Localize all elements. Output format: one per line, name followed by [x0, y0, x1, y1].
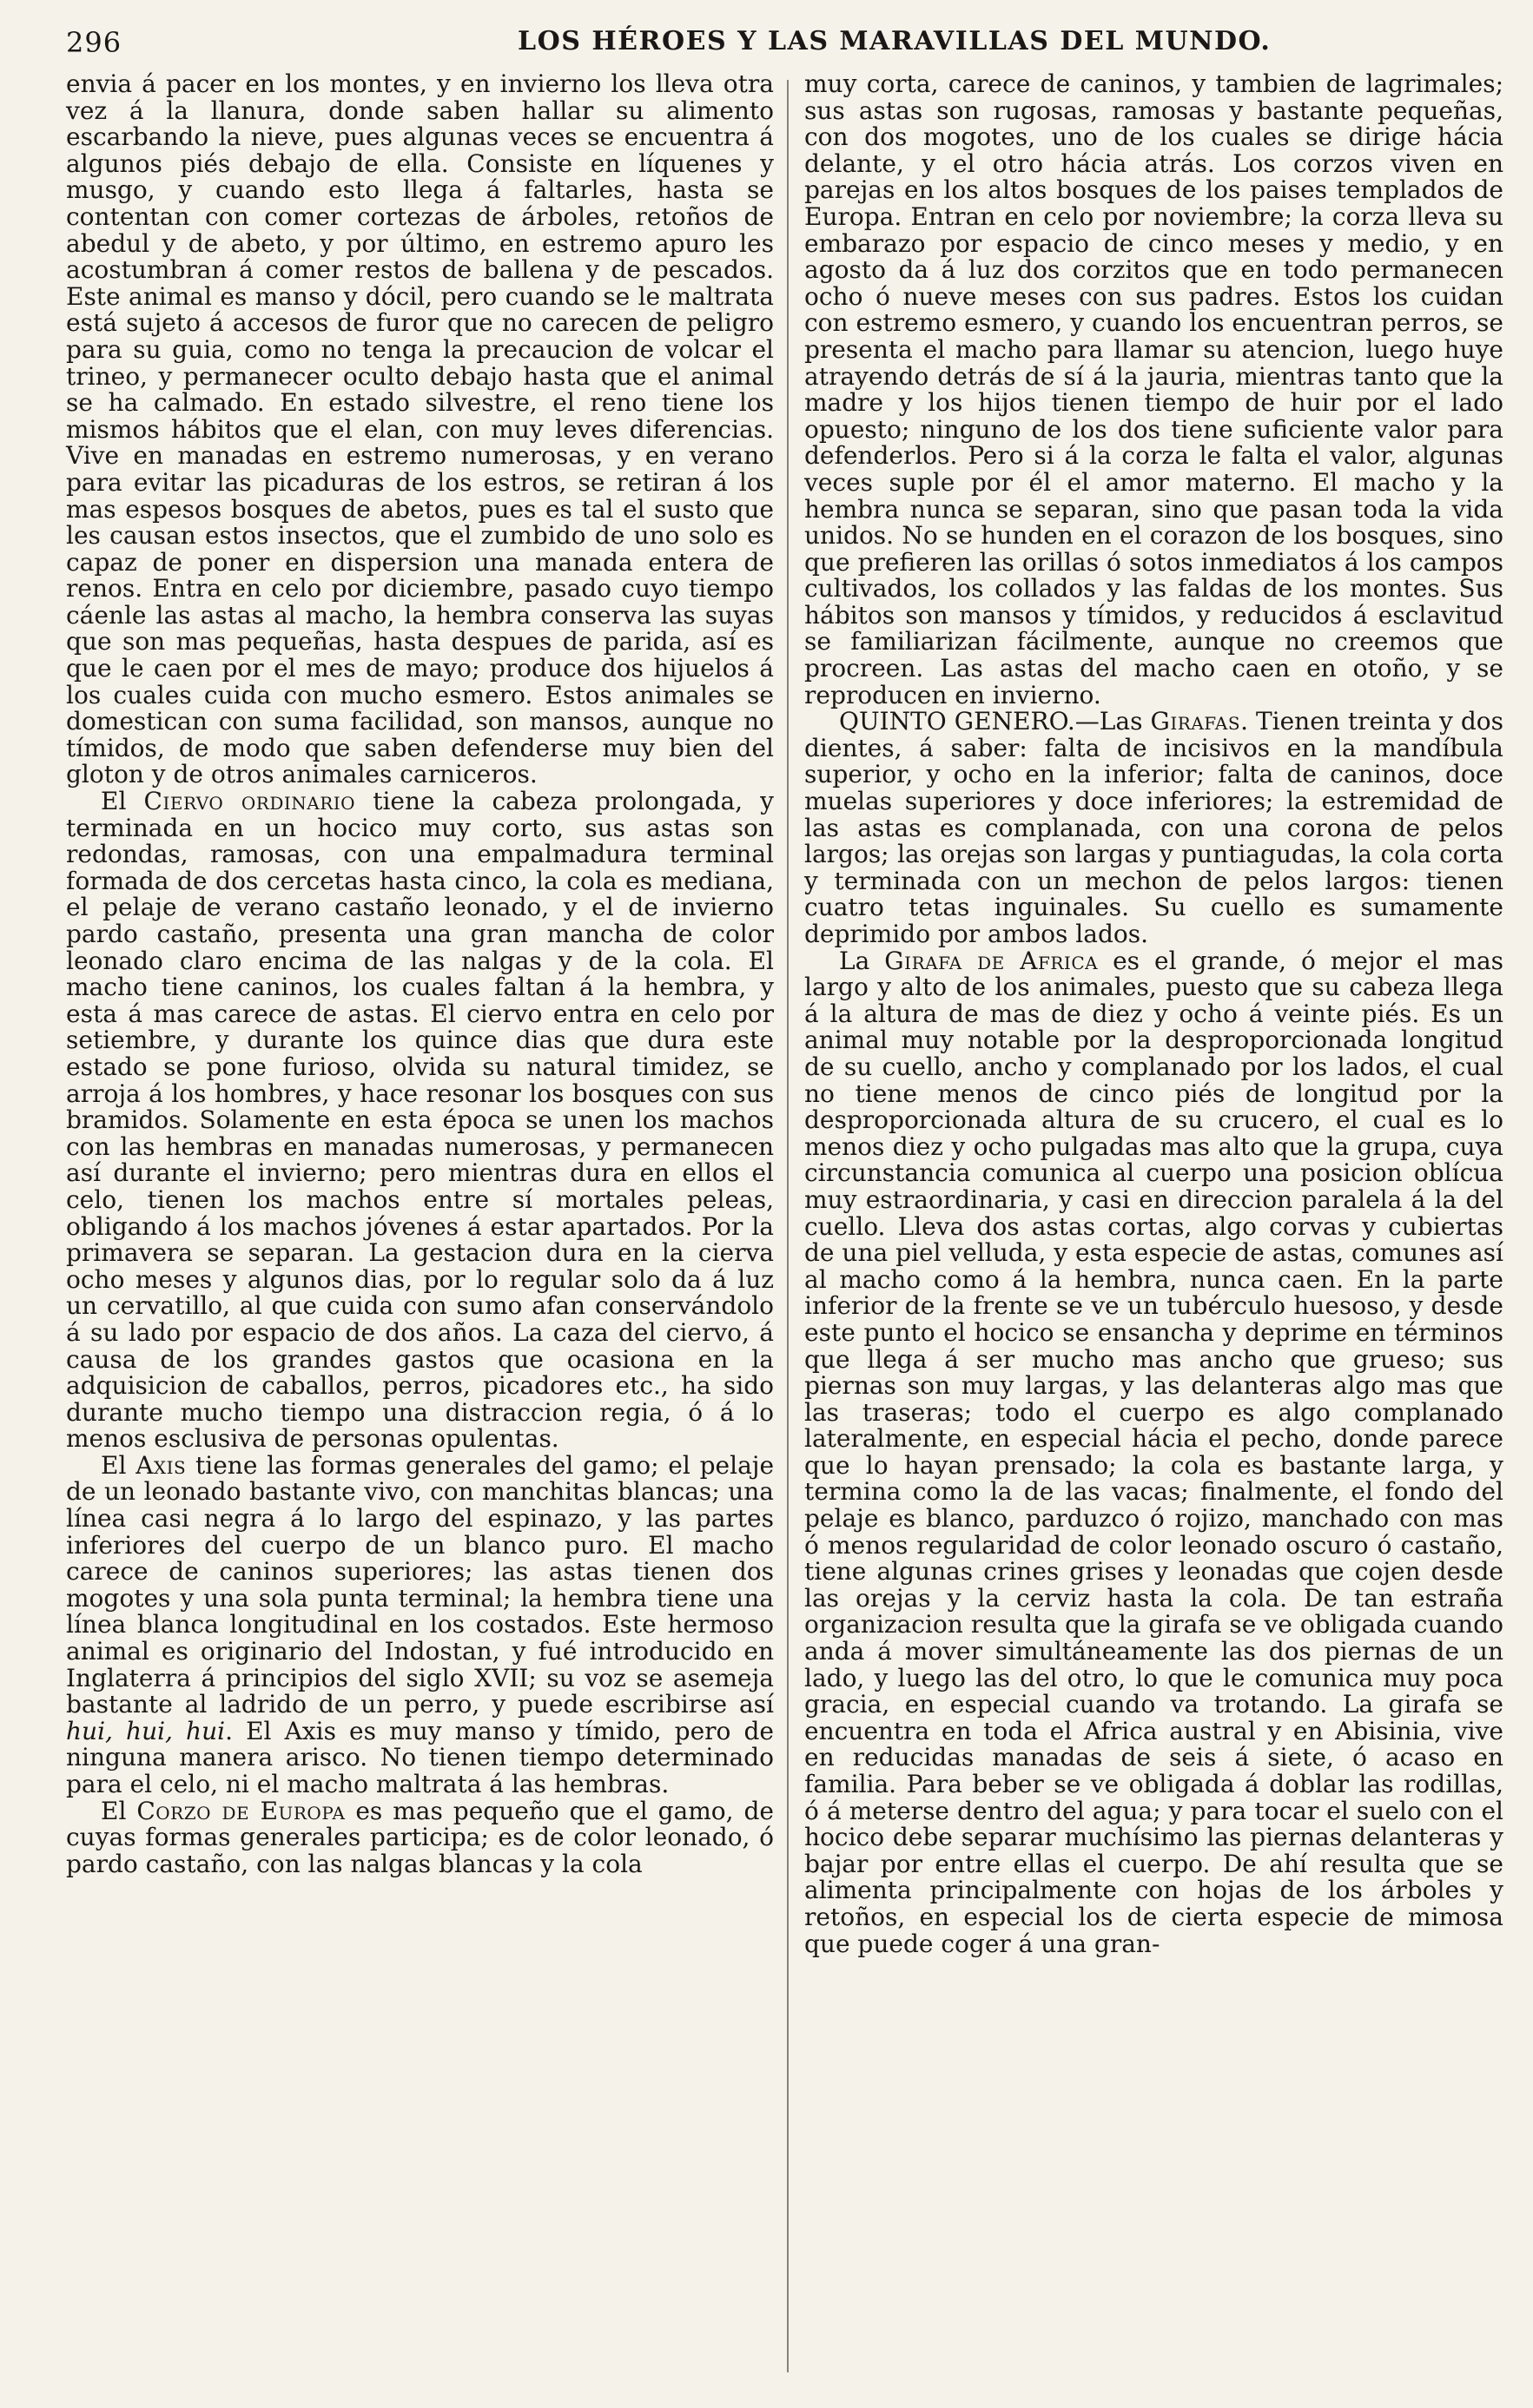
species-name-axis: Axis — [135, 1450, 187, 1480]
paragraph-lead: El — [101, 1796, 137, 1825]
paragraph-reno: envia á pacer en los montes, y en invierno los lleva otra vez á la llanura, donde saben hallar su alimento escarbando la nieve, pues algunas veces se encuentra á algunos piés debajo de ella. Consiste en líquenes y musgo, y cuando esto llega á faltarles, hasta se contentan con comer cortezas de árboles, retoños de abedul y de abeto, y por último, en estremo apuro les acostumbran á comer restos de ballena y de pescados. Este animal es manso y dócil, pero cuando se le maltrata está sujeto á accesos de furor que no carecen de peligro para su guia, como no tenga la precaucion de volcar el trineo, y permanecer oculto debajo hasta que el animal se ha calmado. En estado silvestre, el reno tiene los mismos hábitos que el elan, con muy leves diferencias. Vive en manadas en estremo numerosas, y en verano para evitar las picaduras de los estros, se retiran á los mas espesos bosques de abetos, pues es tal el susto que les causan estos insectos, que el zumbido de uno solo es capaz de poner en dispersion una manada entera de renos. Entra en celo por diciembre, pasado cuyo tiempo cáenle las astas al macho, la hembra conserva las suyas que son mas pequeñas, hasta despues de parida, así es que le caen por el mes de mayo; produce dos hijuelos á los cuales cuida con mucho esmero. Estos animales se domestican con suma facilidad, son mansos, aunque no tímidos, de modo que saben defenderse muy bien del gloton y de otros animales carniceros. — [66, 69, 774, 789]
paragraph-body: es el grande, ó mejor el mas largo y alto de los animales, puesto que su cabeza llega á la altura de mas de diez y ocho á veinte piés. Es un animal muy notable por la desproporcionada longitud de su cuello, ancho y complanado por los lados, el cual no tiene menos de cinco piés de longitud por la desproporcionada altura de su crucero, el cual es lo menos diez y ocho pulgadas mas alto que la grupa, cuya circunstancia comunica al cuerpo una posicion oblícua muy estraordinaria, y casi en direccion paralela á la del cuello. Lleva dos astas cortas, algo corvas y cubiertas de una piel velluda, y esta especie de astas, comunes así al macho como á la hembra, nunca caen. En la parte inferior de la frente se ve un tubérculo huesoso, y desde este punto el hocico se ensancha y deprime en términos que llega á ser mucho mas ancho que grueso; sus piernas son muy largas, y las delanteras algo mas que las traseras; todo el cuerpo es algo complanado lateralmente, en especial hácia el pecho, donde parece que lo hayan prensado; la cola es bastante larga, y termina como la de las vacas; finalmente, el fondo del pelaje es blanco, parduzco ó rojizo, manchado con mas ó menos regularidad de color leonado oscuro ó castaño, tiene algunas crines grises y leonadas que cojen desde las orejas y la cerviz hasta la cola. De tan estraña organizacion resulta que la girafa se ve obligada cuando anda á mover simultáneamente las dos piernas de un lado, y luego las del otro, lo que le comunica muy poca gracia, en especial cuando va trotando. La girafa se encuentra en toda el Africa austral y en Abisinia, vive en reducidas manadas de seis á siete, ó acaso en familia. Para beber se ve obligada á doblar las rodillas, ó á meterse dentro del agua; y para tocar el suelo con el hocico debe separar muchísimo las piernas delanteras y bajar por entre ellas el cuerpo. De ahí resulta que se alimenta principalmente con hojas de los árboles y retoños, en especial los de cierta especie de mimosa que puede coger á una gran- — [804, 946, 1504, 1958]
paragraph-lead: El — [101, 787, 144, 816]
paragraph-ciervo — [66, 788, 774, 1453]
genus-name-girafas: Girafas — [1150, 707, 1241, 736]
paragraph-body: tiene la cabeza prolongada, y terminada en un hocico muy corto, sus astas son redondas, ramosas, con una empalmadura terminal formada de dos cercetas hasta cinco, la cola es mediana, el pelaje de verano castaño leonado, y el de invierno pardo castaño, presenta una gran mancha de color leonado claro encima de las nalgas y de la cola. El macho tiene caninos, los cuales faltan á la hembra, y esta á mas carece de astas. El ciervo entra en celo por setiembre, y durante los quince dias que dura este estado se pone furioso, olvida su natural timidez, se arroja á los hombres, y hace resonar los bosques con sus bramidos. Solamente en esta época se unen los machos con las hembras en manadas numerosas, y permanecen así durante el invierno; pero mientras dura en ellos el celo, tienen los machos entre sí mortales peleas, obligando á los machos jóvenes á estar apartados. Por la primavera se separan. La gestacion dura en la cierva ocho meses y algunos dias, por lo regular solo da á luz un cervatillo, al que cuida con sumo afan conservándolo á su lado por espacio de dos años. La caza del ciervo, á causa de los grandes gastos que ocasiona en la adquisicion de caballos, perros, picadores etc., ha sido durante mucho tiempo una distraccion regia, ó á lo menos esclusiva de personas opulentas. — [66, 787, 774, 1454]
paragraph-body-end: . El Axis es muy manso y tímido, pero de ninguna manera arisco. No tienen tiempo determinado para el celo, ni el macho maltrata á las hembras. — [66, 1716, 774, 1798]
paragraph-corzo — [66, 1798, 774, 1878]
paragraph-lead: La — [839, 946, 885, 975]
paragraph-girafas-genero — [804, 709, 1503, 947]
page-header — [66, 21, 1490, 64]
genus-heading: QUINTO GENERO.—Las — [839, 707, 1151, 736]
species-name-corzo: Corzo de Europa — [136, 1796, 346, 1825]
page-number: 296 — [66, 26, 122, 59]
species-name-ciervo: Ciervo ordinario — [143, 787, 356, 816]
column-divider — [787, 80, 789, 2372]
left-column — [66, 71, 774, 1877]
paragraph-lead: El — [101, 1450, 136, 1480]
axis-sound: hui, hui, hui — [66, 1716, 226, 1745]
right-column — [804, 71, 1503, 1957]
paragraph-body: tiene las formas generales del gamo; el pelaje de un leonado bastante vivo, con manchitas blancas; una línea casi negra á lo largo del espinazo, y las partes inferiores del cuerpo de un blanco puro. El macho carece de caninos superiores; las astas tienen dos mogotes y una sola punta terminal; la hembra tiene una línea blanca longitudinal en los costados. Este hermoso animal es originario del Indostan, y fué introducido en Inglaterra á principios del siglo XVII; su voz se asemeja bastante al ladrido de un perro, y puede escribirse así — [66, 1450, 775, 1719]
paragraph-body: es mas pequeño que el gamo, de cuyas formas generales participa; es de color leonado, ó pardo castaño, con las nalgas blancas y la cola — [66, 1796, 775, 1878]
paragraph-axis — [66, 1450, 775, 1798]
paragraph-corzo-cont: muy corta, carece de caninos, y tambien de lagrimales; sus astas son rugosas, ramosas y bastante pequeñas, con dos mogotes, uno de los cuales se dirige hácia delante, y el otro hácia atrás. Los corzos viven en parejas en los altos bosques de los paises templados de Europa. Entran en celo por noviembre; la corza lleva su embarazo por espacio de cinco meses y medio, y en agosto da á luz dos corzitos que en todo permanecen ocho ó nueve meses con sus padres. Estos los cuidan con estremo esmero, y cuando los encuentran perros, se presenta el macho para llamar su atencion, luego huye atrayendo detrás de sí á la jauria, mientras tanto que la madre y los hijos tienen tiempo de huir por el lado opuesto; ninguno de los dos tiene suficiente valor para defenderlos. Pero si á la corza le falta el valor, algunas veces suple por él el amor materno. El macho y la hembra nunca se separan, sino que pasan toda la vida unidos. No se hunden en el corazon de los bosques, sino que prefieren las orillas ó sotos inmediatos á los campos cultivados, los collados y las faldas de los montes. Sus hábitos son mansos y tímidos, y reducidos á esclavitud se familiarizan fácilmente, aunque no creemos que procreen. Las astas del macho caen en otoño, y se reproducen en invierno. — [804, 69, 1503, 709]
paragraph-girafa-africa — [804, 948, 1503, 1958]
species-name-girafa: Girafa de Africa — [884, 946, 1099, 975]
running-title: LOS HÉROES Y LAS MARAVILLAS DEL MUNDO. — [518, 26, 1272, 56]
paragraph-body: . Tienen treinta y dos dientes, á saber: falta de incisivos en la mandíbula superior, y ocho en la inferior; falta de caninos, doce muelas superiores y doce inferiores; la estremidad de las astas es complanada, con una corona de pelos largos; las orejas son largas y puntiagudas, la cola corta y terminada con un mechon de pelos largos: tienen cuatro tetas inguinales. Su cuello es sumamente deprimido por ambos lados. — [804, 707, 1504, 948]
